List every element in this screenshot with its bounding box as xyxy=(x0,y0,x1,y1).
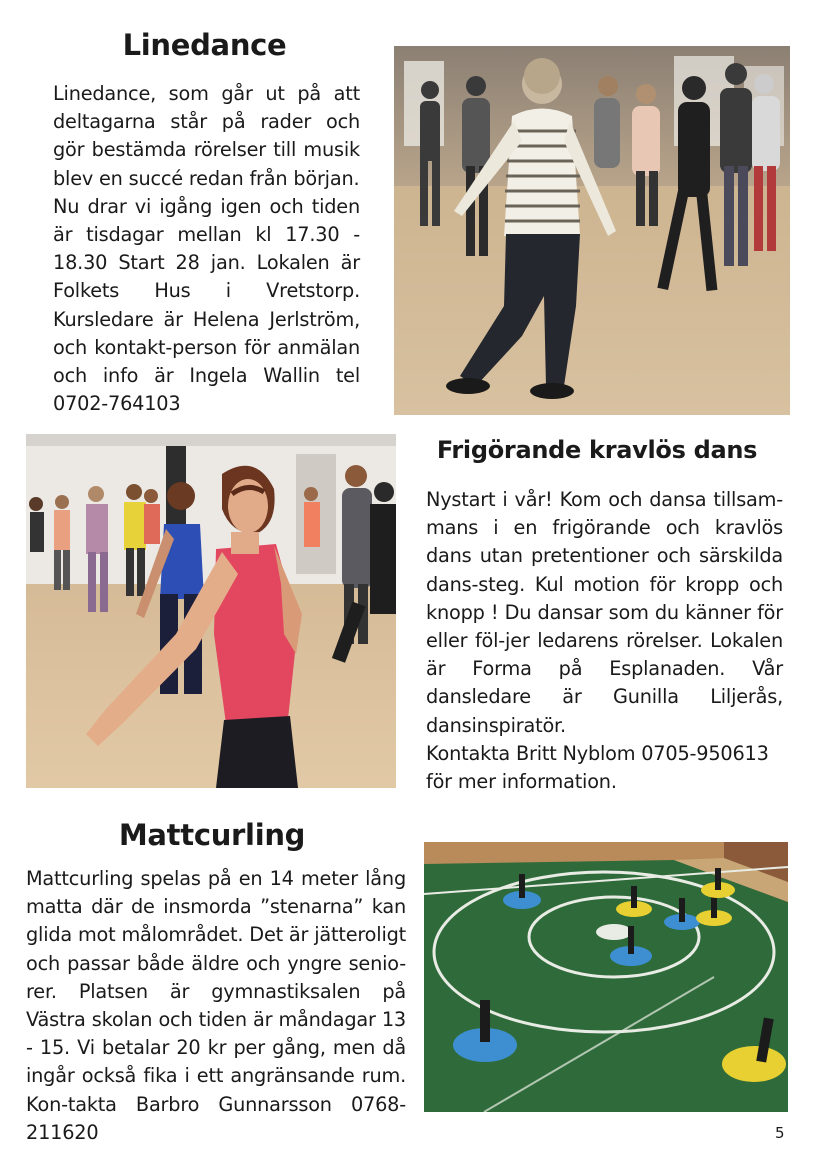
dans-text xyxy=(426,486,783,796)
dans-paragraph-1: Nystart i vår! Kom och dansa tillsam-mans i en frigörande och kravlös dans utan pretentioner och särskilda dans-steg. Kul motion för kropp och knopp ! Du dansar som du känner för eller föl-jer ledarens rörelser. Lokalen är Forma på Esplanaden. Vår dansledare är Gunilla Liljerås, dansinspiratör. xyxy=(426,488,783,737)
linedance-paragraph-2: Nu drar vi igång igen och tiden är tisdagar mellan kl 17.30 - 18.30 Start 28 jan. Lokalen är Folkets Hus i Vretstorp. Kursledare är Helena Jerlström, och kontakt-person för anmälan och info är Ingela Wallin tel 0702-764103 xyxy=(53,194,360,416)
dance-photo xyxy=(26,434,396,788)
mattcurling-title: Mattcurling xyxy=(118,818,306,852)
linedance-paragraph-1: Linedance, som går ut på att deltagarna står på rader och gör bestämda rörelser till musik blev en succé redan från början. xyxy=(53,82,360,190)
linedance-title: Linedance xyxy=(122,28,287,62)
mattcurling-paragraph-1: Mattcurling spelas på en 14 meter lång matta där de insmorda ”stenarna” kan glida mot målområdet. Det är jätteroligt och passar både äldre och yngre senio-rer. Platsen är gymnastiksalen på Västra skolan och tiden är måndagar 13 - 15. Vi betalar 20 kr per gång, men då ingår också fika i ett angränsande rum. Kon-takta Barbro Gunnarsson 0768-211620 xyxy=(26,867,406,1144)
linedance-text xyxy=(53,80,360,418)
dans-title: Frigörande kravlös dans xyxy=(436,436,758,464)
mattcurling-text xyxy=(26,865,406,1147)
dans-paragraph-2: Kontakta Britt Nyblom 0705-950613 för mer information. xyxy=(426,741,769,794)
mattcurling-photo xyxy=(424,842,788,1112)
page-number: 5 xyxy=(775,1124,785,1142)
linedance-photo xyxy=(394,46,790,415)
